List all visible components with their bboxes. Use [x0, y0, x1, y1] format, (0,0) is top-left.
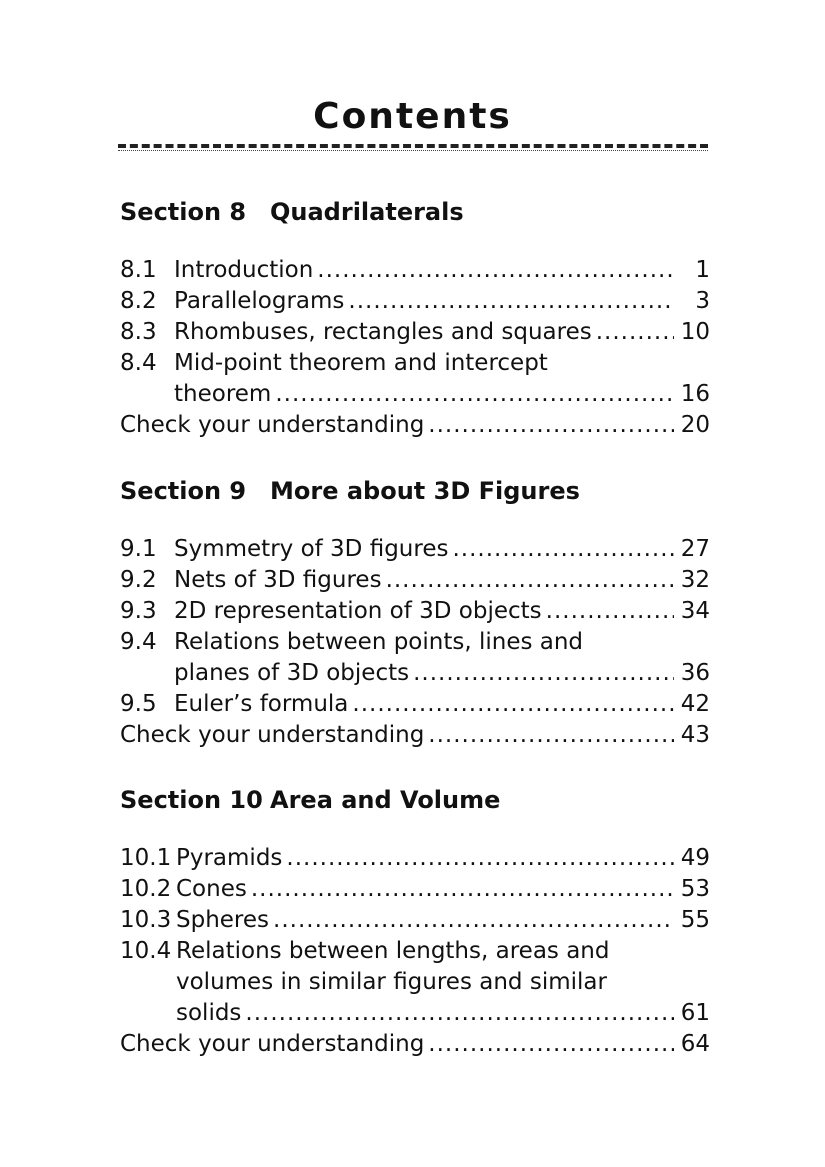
- entry-number: 8.4: [120, 350, 157, 376]
- toc-entry[interactable]: [120, 534, 710, 565]
- section-10: [120, 785, 710, 1060]
- section-number: Section 9: [120, 477, 247, 505]
- entry-title-line: planes of 3D objects: [174, 660, 410, 686]
- entry-title: Spheres: [176, 907, 270, 933]
- entry-title: Check your understanding: [120, 412, 425, 438]
- entry-page: 10: [680, 319, 710, 345]
- entry-title: Introduction: [174, 257, 314, 283]
- section-number: Section 8: [120, 198, 247, 226]
- entry-number: 10.1: [120, 845, 172, 871]
- toc-list: [120, 843, 710, 1060]
- entry-page: 27: [680, 536, 710, 562]
- entry-title-line: solids: [176, 1000, 242, 1026]
- entry-page: 1: [695, 257, 710, 283]
- dot-leader: [428, 410, 674, 441]
- entry-number: 9.5: [120, 691, 157, 717]
- toc-entry[interactable]: [120, 843, 710, 874]
- toc-entry[interactable]: [120, 936, 710, 967]
- entry-number: 8.3: [120, 319, 157, 345]
- title-divider: [118, 144, 708, 148]
- section-heading: [120, 197, 710, 227]
- entry-page: 34: [680, 598, 710, 624]
- entry-title: 2D representation of 3D objects: [174, 598, 542, 624]
- entry-page: 55: [680, 907, 710, 933]
- entry-title: Rhombuses, rectangles and squares: [174, 319, 592, 345]
- toc-entry[interactable]: [120, 874, 710, 905]
- toc-list: [120, 534, 710, 751]
- entry-page: 36: [680, 660, 710, 686]
- dot-leader: [596, 317, 674, 348]
- entry-page: 43: [680, 722, 710, 748]
- entry-number: 8.2: [120, 288, 157, 314]
- entry-page: 61: [680, 1000, 710, 1026]
- section-8: [120, 197, 710, 441]
- entry-page: 53: [680, 876, 710, 902]
- section-name: Quadrilaterals: [270, 198, 464, 226]
- entry-number: 9.1: [120, 536, 157, 562]
- entry-title-line: Mid-point theorem and intercept: [174, 350, 548, 376]
- dot-leader: [275, 379, 674, 410]
- entry-number: 9.4: [120, 629, 157, 655]
- dot-leader: [352, 689, 674, 720]
- toc-entry-check[interactable]: [120, 720, 710, 751]
- toc-entry[interactable]: [120, 596, 710, 627]
- entry-page: 49: [680, 845, 710, 871]
- section-name: Area and Volume: [270, 786, 501, 814]
- entry-page: 42: [680, 691, 710, 717]
- entry-title: Check your understanding: [120, 722, 425, 748]
- section-number: Section 10: [120, 786, 263, 814]
- toc-entry-continued[interactable]: [120, 658, 710, 689]
- entry-title: Nets of 3D figures: [174, 567, 382, 593]
- entry-title-line: volumes in similar figures and similar: [176, 969, 607, 995]
- entry-number: 8.1: [120, 257, 157, 283]
- toc-entry-continued[interactable]: [120, 998, 710, 1029]
- entry-page: 3: [695, 288, 710, 314]
- section-heading: [120, 785, 710, 815]
- section-heading: [120, 476, 710, 506]
- dot-leader: [546, 596, 674, 627]
- entry-number: 10.4: [120, 938, 172, 964]
- toc-entry[interactable]: [120, 255, 710, 286]
- toc-entry[interactable]: [120, 286, 710, 317]
- entry-title: Pyramids: [176, 845, 283, 871]
- toc-entry[interactable]: [120, 627, 710, 658]
- section-9: [120, 476, 710, 751]
- dot-leader: [348, 286, 674, 317]
- dot-leader: [251, 874, 674, 905]
- entry-title: Cones: [176, 876, 247, 902]
- toc-entry[interactable]: [120, 348, 710, 379]
- entry-number: 9.2: [120, 567, 157, 593]
- dot-leader: [286, 843, 674, 874]
- toc-entry[interactable]: [120, 905, 710, 936]
- entry-title: Symmetry of 3D figures: [174, 536, 449, 562]
- toc-entry-check[interactable]: [120, 410, 710, 441]
- dot-leader: [452, 534, 674, 565]
- entry-page: 32: [680, 567, 710, 593]
- entry-page: 16: [680, 381, 710, 407]
- page-title: Contents: [313, 96, 512, 137]
- section-name: More about 3D Figures: [270, 477, 580, 505]
- dot-leader: [245, 998, 674, 1029]
- entry-title: Euler’s formula: [174, 691, 349, 717]
- dot-leader: [317, 255, 674, 286]
- toc-list: [120, 255, 710, 441]
- entry-title-line: theorem: [174, 381, 272, 407]
- dot-leader: [386, 565, 674, 596]
- dot-leader: [413, 658, 674, 689]
- dot-leader: [273, 905, 674, 936]
- toc-entry[interactable]: [120, 689, 710, 720]
- toc-entry[interactable]: [120, 317, 710, 348]
- toc-entry[interactable]: [120, 565, 710, 596]
- entry-title: Check your understanding: [120, 1031, 425, 1057]
- entry-number: 10.3: [120, 907, 172, 933]
- entry-title: Parallelograms: [174, 288, 345, 314]
- title-divider-dotted: [118, 150, 708, 151]
- entry-title-line: Relations between points, lines and: [174, 629, 584, 655]
- entry-page: 64: [680, 1031, 710, 1057]
- entry-title-line: Relations between lengths, areas and: [176, 938, 610, 964]
- dot-leader: [428, 1029, 674, 1060]
- toc-entry-continued[interactable]: [120, 379, 710, 410]
- entry-number: 10.2: [120, 876, 172, 902]
- entry-number: 9.3: [120, 598, 157, 624]
- toc-entry-check[interactable]: [120, 1029, 710, 1060]
- toc-entry-continued[interactable]: [120, 967, 710, 998]
- dot-leader: [428, 720, 674, 751]
- entry-page: 20: [680, 412, 710, 438]
